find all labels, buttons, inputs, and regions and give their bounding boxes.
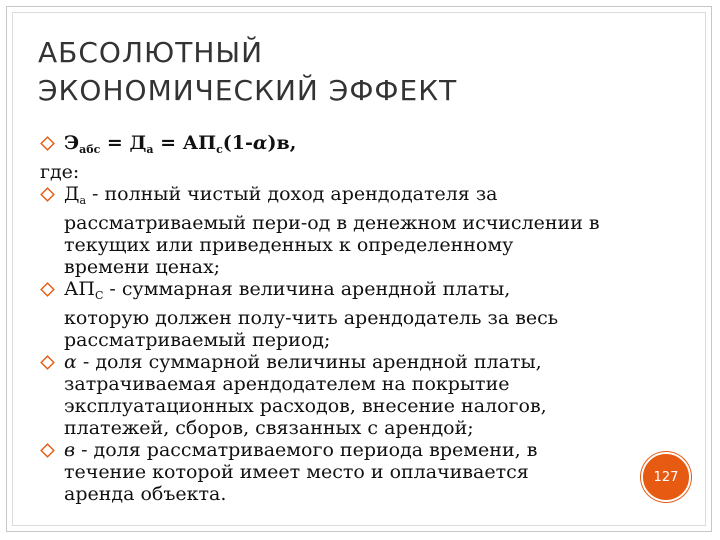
formula-ap-sub: с: [216, 143, 223, 156]
item-line: - полный чистый доход арендодателя за: [86, 183, 498, 205]
item-line: текущих или приведенных к определенному: [64, 234, 514, 256]
item-line: течение которой имеет место и оплачивается: [64, 461, 529, 483]
bullet-icon: [40, 355, 55, 370]
item-line: платежей, сборов, связанных с арендой;: [64, 417, 474, 439]
title-line-2: ЭКОНОМИЧЕСКИЙ ЭФФЕКТ: [38, 74, 458, 107]
item-line: рассматриваемый пери-од в денежном исчислении в: [64, 212, 600, 234]
item-line: аренда объекта.: [64, 483, 227, 505]
item-line: - доля рассматриваемого периода времени, в: [75, 439, 538, 461]
bullet-icon: [40, 443, 55, 458]
item-line: рассматриваемый период;: [64, 329, 331, 351]
list-item: [40, 351, 640, 439]
item-line: затрачиваемая арендодателем на покрытие: [64, 373, 510, 395]
formula-d-sub: а: [146, 143, 154, 156]
item-symbol: АП: [64, 278, 95, 300]
list-item: [40, 439, 640, 505]
formula-e-sub: абс: [79, 143, 101, 156]
page-number-badge: 127: [641, 452, 691, 502]
item-line: - доля суммарной величины арендной платы,: [76, 351, 542, 373]
bullet-icon: [40, 282, 55, 297]
bullet-icon: [40, 187, 55, 202]
formula-e: Э: [64, 132, 80, 154]
item-symbol: α: [64, 351, 77, 373]
formula-eq1: = Д: [100, 132, 147, 154]
item-line: - суммарная величина арендной платы,: [103, 278, 511, 300]
item-symbol: Д: [64, 183, 80, 205]
item-symbol: в: [64, 439, 76, 461]
item-symbol-sub: а: [79, 194, 87, 207]
item-symbol-sub: С: [94, 289, 104, 302]
where-label: где:: [40, 161, 80, 183]
formula-tail-b: )в,: [267, 132, 297, 154]
item-line: эксплуатационных расходов, внесение налогов,: [64, 395, 547, 417]
slide-body: [40, 132, 640, 505]
item-line: которую должен полу-чить арендодатель за весь: [64, 307, 559, 329]
item-line: времени ценах;: [64, 256, 221, 278]
formula-eq2: = АП: [153, 132, 217, 154]
list-item: [40, 183, 640, 278]
bullet-icon: [40, 136, 55, 151]
formula-tail-a: (1-: [222, 132, 253, 154]
title-line-1: АБСОЛЮТНЫЙ: [38, 36, 264, 69]
list-item: [40, 278, 640, 351]
formula-alpha: α: [252, 132, 268, 154]
formula-line: [40, 132, 640, 161]
slide-title: [38, 34, 658, 110]
